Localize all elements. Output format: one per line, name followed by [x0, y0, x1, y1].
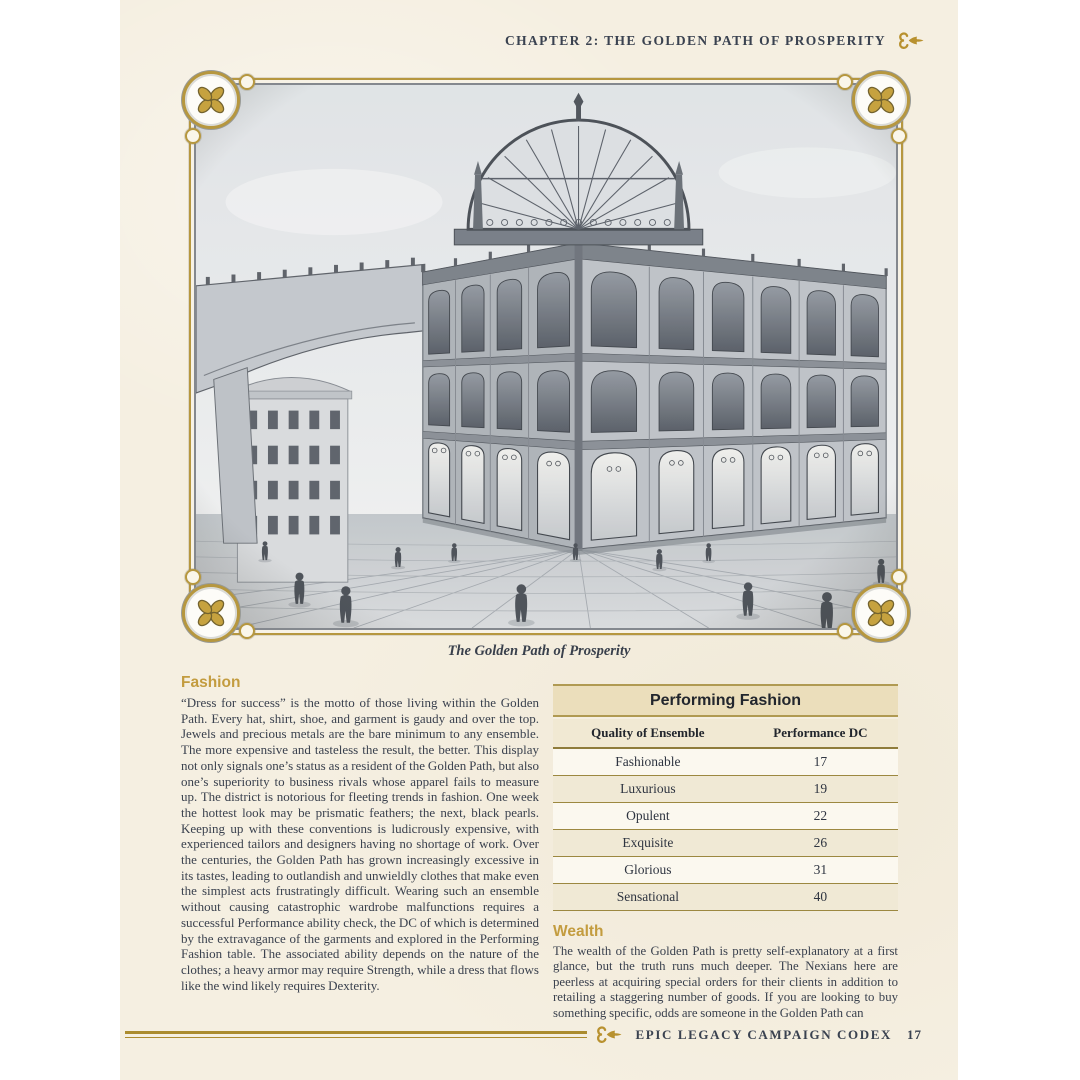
page-footer [125, 1025, 922, 1044]
book-page [120, 0, 958, 1080]
table-row [553, 749, 898, 776]
footer-rule [125, 1031, 587, 1038]
quality-cell: Luxurious [553, 776, 743, 803]
frame-scroll-curl [185, 128, 201, 144]
chapter-ornament-icon [895, 31, 925, 50]
dc-cell: 40 [743, 884, 898, 911]
illustration-caption: The Golden Path of Prosperity [447, 643, 631, 659]
frame-scroll-curl [239, 623, 255, 639]
quality-cell: Sensational [553, 884, 743, 911]
table-row [553, 857, 898, 884]
quality-cell: Opulent [553, 803, 743, 830]
fashion-body: “Dress for success” is the motto of those living within the Golden Path. Every hat, shirt, shoe, and garment is gaudy and over the top. Jewels and precious metals are the bare minimum to any ensemble. The more expensive and tasteless the result, the better. This display not only signals one’s status as a resident of the Golden Path, but also one’s superiority to business rivals whose apparel fails to measure up. The district is notorious for fleeting trends in fashion. One week the hottest look may be prismatic feathers; the next, black pearls. Keeping up with these conventions is ludicrously expensive, with experienced tailors and designers having no shortage of work. Over the centuries, the Golden Path has grown increasingly excessive in its tastes, leading to outlandish and unwieldly clothes that make even the simplest acts frustratingly difficult. Wearing such an ensemble without causing catastrophic wardrobe malfunctions requires a successful Performance ability check, the DC of which is determined by the extravagance of the garments and explored in the Performing Fashion table. The associated ability depends on the nature of the clothes; a heavy armor may require Strength, while a dress that flows like the wind likely requires Dexterity. [181, 695, 539, 993]
column-header-quality: Quality of Ensemble [553, 717, 743, 749]
frame-scroll-curl [891, 128, 907, 144]
text-columns [181, 674, 900, 1021]
corner-medallion-bottom-left [182, 584, 240, 642]
clover-icon [864, 83, 898, 117]
book-title: EPIC LEGACY CAMPAIGN CODEX [635, 1026, 892, 1042]
table-row [553, 776, 898, 803]
quality-cell: Fashionable [553, 749, 743, 776]
illustration-area [194, 83, 898, 630]
frame-scroll-curl [837, 74, 853, 90]
table-row [553, 830, 898, 857]
chapter-title: CHAPTER 2: THE GOLDEN PATH OF PROSPERITY [504, 32, 886, 48]
corner-medallion-top-right [852, 71, 910, 129]
frame-scroll-curl [185, 569, 201, 585]
quality-cell: Exquisite [553, 830, 743, 857]
wealth-heading: Wealth [553, 923, 604, 940]
dc-cell: 19 [743, 776, 898, 803]
frame-scroll-curl [891, 569, 907, 585]
quality-cell: Glorious [553, 857, 743, 884]
performing-fashion-table [553, 684, 898, 911]
dc-cell: 26 [743, 830, 898, 857]
clover-icon [194, 83, 228, 117]
dc-cell: 22 [743, 803, 898, 830]
footer-ornament-icon [593, 1025, 623, 1044]
frame-scroll-curl [837, 623, 853, 639]
page-number: 17 [907, 1026, 922, 1042]
corner-medallion-bottom-right [852, 584, 910, 642]
clover-icon [864, 596, 898, 630]
fashion-heading: Fashion [181, 674, 241, 691]
chapter-header [505, 31, 925, 50]
dc-cell: 31 [743, 857, 898, 884]
table-row [553, 884, 898, 911]
table-row [553, 803, 898, 830]
right-column [553, 674, 898, 1021]
frame-scroll-curl [239, 74, 255, 90]
galleria-illustration [196, 85, 896, 628]
fashion-section [181, 674, 539, 1021]
illustration-frame [189, 78, 903, 635]
corner-medallion-top-left [182, 71, 240, 129]
dc-cell: 17 [743, 749, 898, 776]
clover-icon [194, 596, 228, 630]
table-title: Performing Fashion [553, 684, 898, 717]
column-header-dc: Performance DC [743, 717, 898, 749]
wealth-body: The wealth of the Golden Path is pretty self-explanatory at a first glance, but the truth runs much deeper. The Nexians here are peerless at acquiring special orders for their clients in addition to retailing a staggering number of goods. If you are looking to buy something specific, odds are someone in the Golden Path can [553, 944, 898, 1020]
